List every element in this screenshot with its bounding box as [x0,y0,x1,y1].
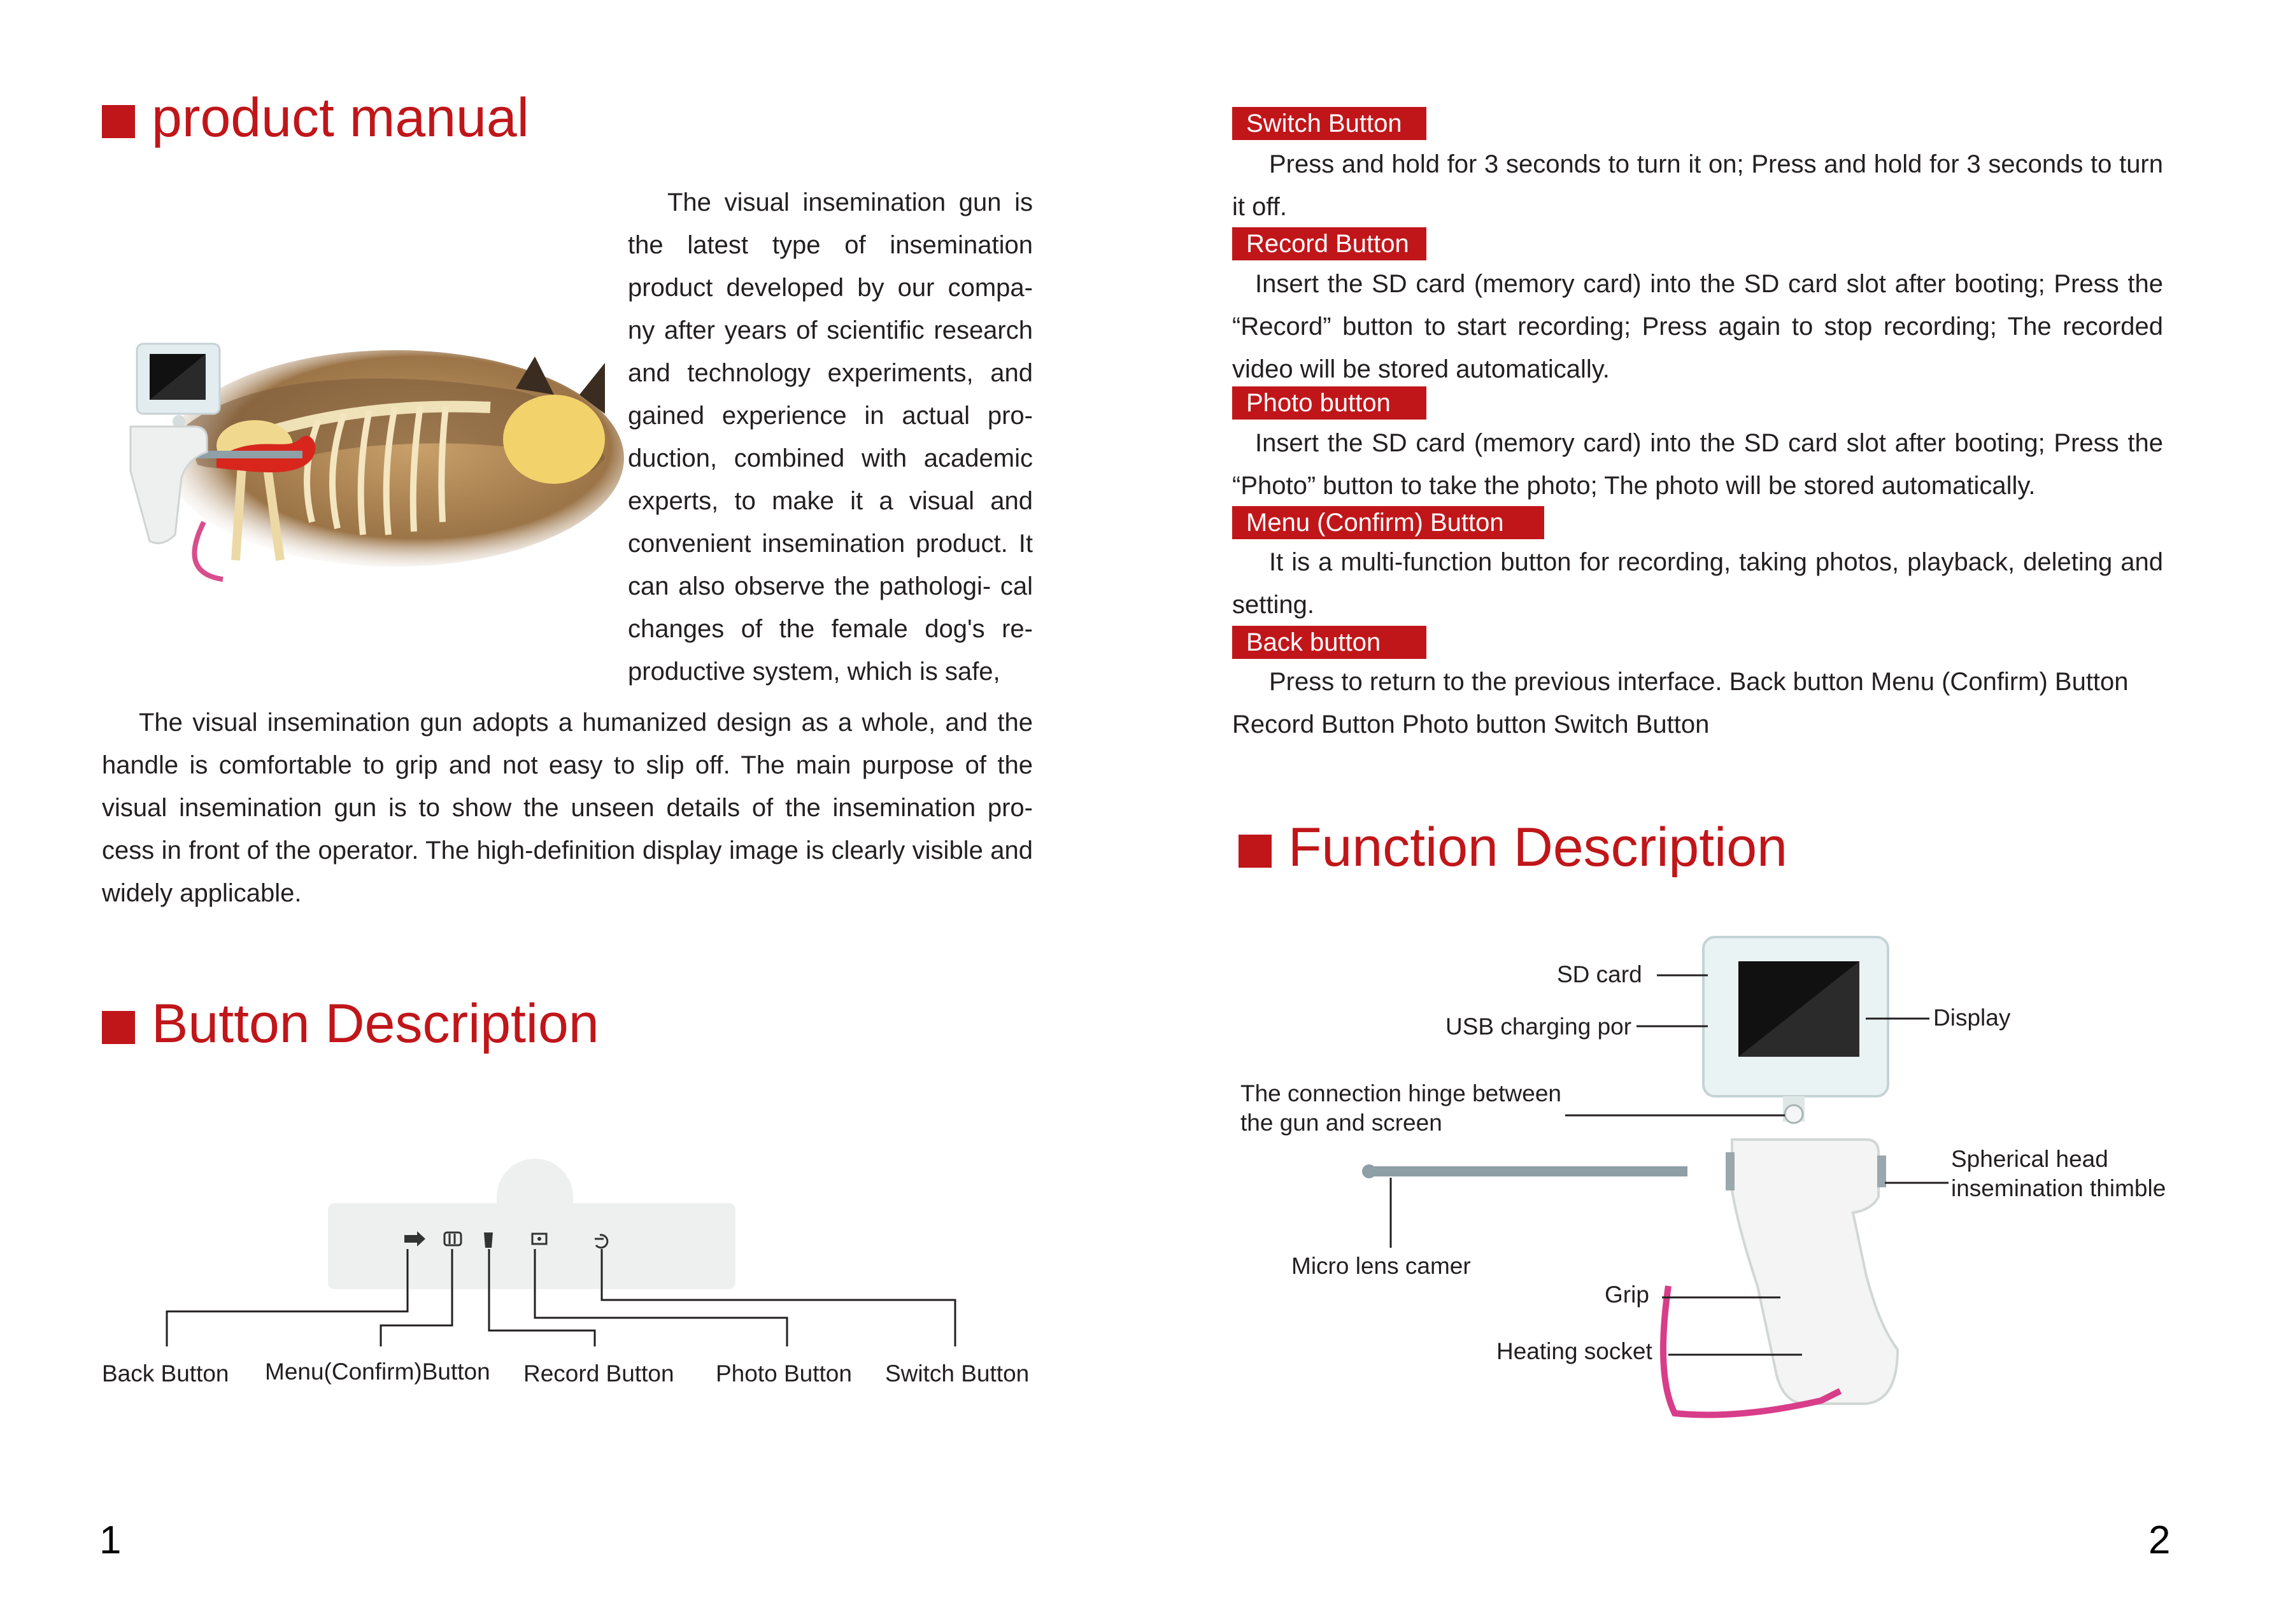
back-button-chip: Back button [1232,626,1426,659]
photo-button-label: Photo Button [716,1360,852,1387]
menu-button-label: Menu(Confirm)Button [265,1359,490,1385]
menu-button-chip: Menu (Confirm) Button [1232,506,1544,539]
photo-button-chip: Photo button [1232,386,1426,420]
intro-full-paragraph: The visual insemination gun adopts a humanized design as a whole, and the handle is comfortable to grip and not easy to slip off. The main purpose of the visual insemination gun is to show the unseen details of the insemination pro- cess in front of the operator. The high-definition display image is clearly visible and widely applicable. [102,709,1033,907]
record-button-icon [484,1232,493,1248]
switch-button-label: Switch Button [885,1360,1030,1387]
heading-square-icon [102,1011,135,1044]
record-button-chip: Record Button [1232,227,1426,260]
record-button-label: Record Button [523,1360,674,1387]
intro-wrap-paragraph: The visual insemination gun is the latest type of insemination product developed by our compa- ny after years of scientific research and technology experiments, and gained experience in actual pro- duction, combined with academic experts, to make it a visual and convenient insemination product. It can also observe the pathologi- cal changes of the female dog's re- productive system, which is safe, [628,188,1033,686]
heating-socket-label: Heating socket [1496,1338,1652,1364]
usb-charging-label: USB charging por [1445,1013,1632,1040]
menu-button-text: It is a multi-function button for recording, taking photos, playback, deleting and setting. [1232,548,2163,619]
heading-square-icon [102,105,135,138]
button-description-heading: Button Description [102,996,599,1051]
grip-label: Grip [1605,1282,1649,1308]
photo-button-text: Insert the SD card (memory card) into the SD card slot after booting; Press the “Photo” button to take the photo; The photo will be stored automatically. [1232,429,2163,500]
sd-card-label: SD card [1557,961,1642,987]
heading-square-icon [1239,835,1272,868]
spherical-head-label: Spherical head insemination thimble [1951,1146,2166,1201]
page-number-left: 1 [99,1518,122,1562]
gun-illustration [111,344,353,560]
switch-button-text: Press and hold for 3 seconds to turn it on; Press and hold for 3 seconds to turn it off. [1232,150,2163,221]
back-button-text: Press to return to the previous interface. Back button Menu (Confirm) Button Record Button Photo button Switch Button [1232,668,2129,738]
page-number-right: 2 [2148,1518,2171,1562]
button-diagram [96,1133,1038,1362]
display-label: Display [1933,1005,2011,1031]
record-button-text: Insert the SD card (memory card) into the SD card slot after booting; Press the “Record” button to start recording; Press again to stop recording; The recorded video will be stored automatically. [1232,270,2163,383]
product-manual-heading: product manual [102,90,529,145]
switch-button-chip: Switch Button [1232,107,1426,140]
function-description-heading: Function Description [1239,820,1787,875]
back-button-label: Back Button [102,1360,229,1387]
hinge-label: The connection hinge between the gun and screen [1240,1080,1561,1136]
micro-lens-label: Micro lens camer [1291,1253,1471,1279]
